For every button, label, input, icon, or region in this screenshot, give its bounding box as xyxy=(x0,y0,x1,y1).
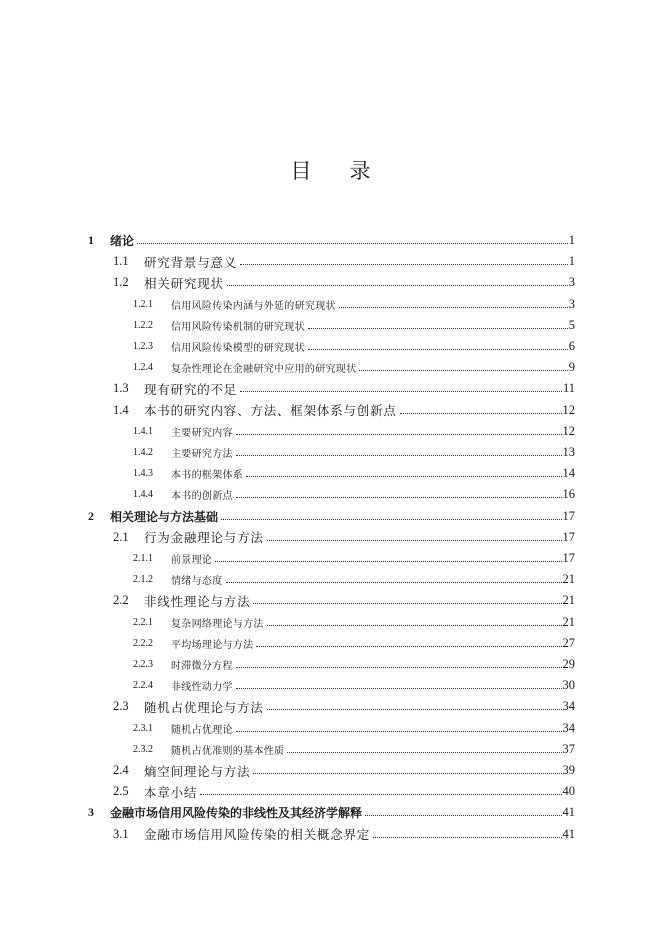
toc-entry[interactable] xyxy=(0,400,661,421)
toc-entry-page: 37 xyxy=(562,741,575,756)
toc-entry[interactable] xyxy=(0,315,661,336)
toc-entry-number: 2.3 xyxy=(113,699,129,714)
toc-entry[interactable] xyxy=(0,824,661,845)
toc-entry-title: 非线性动力学 xyxy=(171,682,233,694)
toc-entry[interactable] xyxy=(0,781,661,802)
toc-entry[interactable] xyxy=(0,230,661,251)
toc-entry-title: 主要研究方法 xyxy=(171,449,233,460)
toc-entry-number: 1.4.1 xyxy=(133,425,153,437)
dot-leader xyxy=(308,336,568,357)
dot-leader xyxy=(373,824,561,845)
toc-entry-title: 本书的框架体系 xyxy=(171,470,244,482)
dot-leader xyxy=(236,675,562,696)
toc-entry-number: 1 xyxy=(88,233,94,247)
toc-entry-page: 12 xyxy=(562,402,575,417)
toc-entry-title: 本书的创新点 xyxy=(171,491,233,503)
toc-entry-title: 复杂性理论在金融研究中应用的研究现状 xyxy=(171,364,357,376)
toc-entry-page: 34 xyxy=(562,699,575,714)
dot-leader xyxy=(400,400,562,421)
toc-entry-title: 时滞微分方程 xyxy=(171,661,233,672)
dot-leader xyxy=(226,569,562,590)
dot-leader xyxy=(236,421,562,442)
dot-leader xyxy=(221,506,561,527)
toc-entry-page: 12 xyxy=(562,423,575,438)
toc-entry-number: 2.2.1 xyxy=(133,616,153,628)
toc-entry-page: 11 xyxy=(562,381,575,396)
toc-entry-number: 2.1.1 xyxy=(133,553,153,564)
toc-entry[interactable] xyxy=(0,357,661,378)
toc-entry-number: 2 xyxy=(88,508,94,523)
toc-entry-page: 16 xyxy=(562,487,575,502)
toc-entry-number: 2.5 xyxy=(113,784,129,799)
dot-leader xyxy=(359,357,567,378)
toc-entry-number: 2.2.2 xyxy=(133,637,153,649)
dot-leader xyxy=(256,633,561,654)
toc-entry-page: 1 xyxy=(568,254,575,269)
toc-entry[interactable] xyxy=(0,527,661,548)
toc-entry-page: 39 xyxy=(562,763,575,777)
toc-entry-page: 17 xyxy=(562,551,575,565)
dot-leader xyxy=(287,739,561,760)
toc-entry-title: 行为金融理论与方法 xyxy=(144,530,264,546)
toc-entry-page: 41 xyxy=(562,826,575,841)
toc-entry-number: 2.1 xyxy=(113,529,129,544)
toc-entry-title: 本章小结 xyxy=(144,784,198,800)
toc-entry-number: 2.2 xyxy=(113,593,129,608)
toc-entry-page: 34 xyxy=(562,720,575,735)
toc-entry-page: 30 xyxy=(562,678,575,693)
dot-leader xyxy=(267,527,562,548)
toc-entry-page: 3 xyxy=(568,275,575,290)
toc-entry-title: 情绪与态度 xyxy=(171,576,223,588)
toc-entry[interactable] xyxy=(0,272,661,293)
toc-entry-title: 绪论 xyxy=(110,234,135,248)
toc-entry-title: 复杂网络理论与方法 xyxy=(171,618,264,630)
toc-entry-number: 1.2.4 xyxy=(133,362,153,374)
toc-entry[interactable] xyxy=(0,294,661,315)
dot-leader xyxy=(236,484,562,505)
page-title xyxy=(0,157,661,185)
dot-leader xyxy=(267,696,562,717)
toc-entry-page: 40 xyxy=(562,784,575,799)
dot-leader xyxy=(215,548,561,569)
dot-leader xyxy=(200,781,561,802)
dot-leader xyxy=(236,442,562,463)
toc-entry-number: 1.4.2 xyxy=(133,447,153,458)
toc-entry-title: 随机占优理论与方法 xyxy=(144,699,264,715)
toc-entry-number: 1.2.2 xyxy=(133,319,153,331)
toc-entry[interactable] xyxy=(0,463,661,484)
toc-entry-title: 本书的研究内容、方法、框架体系与创新点 xyxy=(144,403,397,419)
dot-leader xyxy=(253,760,561,781)
toc-entry-number: 3.1 xyxy=(113,826,129,841)
toc-entry[interactable] xyxy=(0,696,661,717)
toc-entry-title: 前景理论 xyxy=(171,555,213,566)
toc-entry[interactable] xyxy=(0,378,661,399)
dot-leader xyxy=(240,251,568,272)
toc-entry-page: 9 xyxy=(568,360,575,375)
toc-entry-number: 2.1.2 xyxy=(133,574,153,586)
toc-entry-page: 5 xyxy=(568,317,575,332)
toc-entry-page: 29 xyxy=(562,657,575,671)
toc-entry-number: 1.2.1 xyxy=(133,298,153,310)
toc-entry-number: 1.4 xyxy=(113,402,129,417)
toc-entry[interactable] xyxy=(0,251,661,272)
toc-entry-title: 平均场理论与方法 xyxy=(171,639,254,651)
toc-entry-number: 2.2.4 xyxy=(133,680,153,692)
toc-entry[interactable] xyxy=(0,336,661,357)
toc-entry-page: 41 xyxy=(562,805,575,820)
dot-leader xyxy=(365,802,561,823)
toc-entry-page: 21 xyxy=(562,593,575,608)
toc-entry-number: 1.2.3 xyxy=(133,341,153,352)
toc-entry-title: 信用风险传染模型的研究现状 xyxy=(171,343,305,354)
toc-entry-page: 17 xyxy=(562,529,575,544)
toc-entry-page: 21 xyxy=(562,614,575,629)
toc-entry-title: 主要研究内容 xyxy=(171,427,233,439)
toc-entry-title: 相关研究现状 xyxy=(144,275,224,291)
toc-entry-title: 研究背景与意义 xyxy=(144,254,238,270)
dot-leader xyxy=(236,654,562,675)
toc-entry-number: 2.3.1 xyxy=(133,722,153,734)
dot-leader xyxy=(246,463,561,484)
toc-entry-number: 3 xyxy=(88,805,94,820)
toc-entry-title: 熵空间理论与方法 xyxy=(144,763,251,779)
dot-leader xyxy=(240,378,562,399)
toc-entry-number: 1.2 xyxy=(113,275,129,290)
dot-leader xyxy=(236,718,562,739)
toc-entry[interactable] xyxy=(0,590,661,611)
dot-leader xyxy=(253,590,561,611)
toc-entry-title: 金融市场信用风险传染的相关概念界定 xyxy=(144,827,371,843)
toc-entry[interactable] xyxy=(0,654,661,675)
dot-leader xyxy=(339,294,568,315)
toc-entry-title: 非线性理论与方法 xyxy=(144,593,251,609)
toc-entry-title: 随机占优准则的基本性质 xyxy=(171,745,285,757)
toc-entry-page: 6 xyxy=(568,339,575,353)
toc-entry[interactable] xyxy=(0,421,661,442)
toc-entry-title: 随机占优理论 xyxy=(171,724,233,736)
toc-entry[interactable] xyxy=(0,633,661,654)
toc-entry-title: 相关理论与方法基础 xyxy=(110,509,219,524)
toc-entry[interactable] xyxy=(0,760,661,781)
toc-entry-page: 1 xyxy=(568,233,575,247)
toc-entry-number: 1.1 xyxy=(113,254,129,269)
toc-entry[interactable] xyxy=(0,612,661,633)
toc-entry-title: 信用风险传染机制的研究现状 xyxy=(171,321,305,333)
toc-entry-page: 3 xyxy=(568,296,575,311)
toc-entry-number: 2.2.3 xyxy=(133,659,153,670)
toc-entry-title: 金融市场信用风险传染的非线性及其经济学解释 xyxy=(110,806,363,821)
toc-entry-number: 1.4.4 xyxy=(133,489,153,501)
dot-leader xyxy=(267,612,562,633)
toc-entry[interactable] xyxy=(0,548,661,569)
toc-entry-page: 27 xyxy=(562,635,575,650)
dot-leader xyxy=(137,230,568,251)
toc-entry-number: 2.3.2 xyxy=(133,743,153,755)
toc-entry-title: 信用风险传染内涵与外延的研究现状 xyxy=(171,300,336,312)
toc-entry[interactable] xyxy=(0,569,661,590)
toc-entry-number: 1.3 xyxy=(113,381,129,396)
title-char-left: 目 xyxy=(290,159,312,183)
title-char-right: 录 xyxy=(349,159,371,183)
toc-entry[interactable] xyxy=(0,675,661,696)
toc-entry[interactable] xyxy=(0,739,661,760)
dot-leader xyxy=(308,315,568,336)
toc-entry-page: 14 xyxy=(562,466,575,481)
toc-entry-page: 13 xyxy=(562,445,575,459)
toc-entry[interactable] xyxy=(0,484,661,505)
dot-leader xyxy=(227,272,568,293)
toc-entry[interactable] xyxy=(0,802,661,823)
toc-entry-number: 2.4 xyxy=(113,763,129,777)
toc-entry-page: 21 xyxy=(562,572,575,587)
toc-entry[interactable] xyxy=(0,442,661,463)
toc-entry[interactable] xyxy=(0,506,661,527)
toc-entry-number: 1.4.3 xyxy=(133,468,153,480)
toc-entry-title: 现有研究的不足 xyxy=(144,381,238,397)
toc-entry[interactable] xyxy=(0,718,661,739)
toc-entry-page: 17 xyxy=(562,508,575,523)
